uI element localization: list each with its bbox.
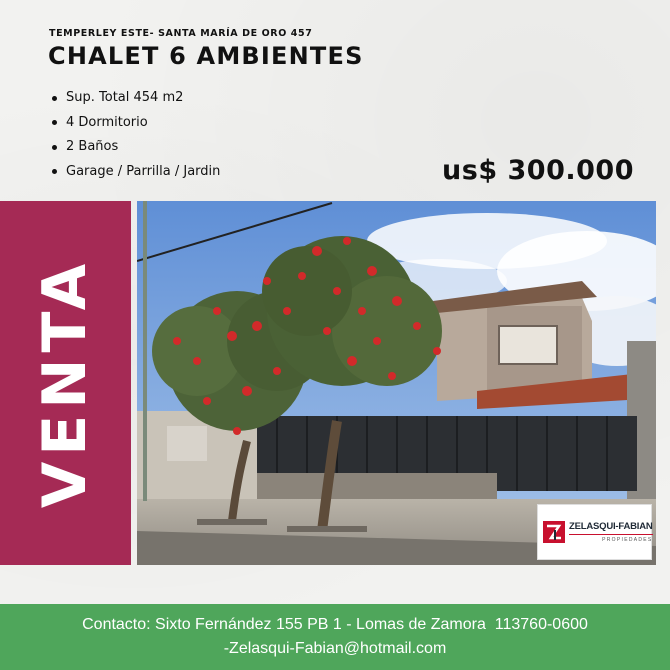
operation-label: VENTA bbox=[30, 257, 100, 509]
feature-item bbox=[52, 111, 220, 136]
feature-list bbox=[52, 86, 220, 184]
feature-item bbox=[52, 135, 220, 160]
logo-name: ZELASQUI-FABIAN bbox=[569, 520, 653, 532]
feature-text: 2 Baños bbox=[66, 139, 119, 155]
logo-subtitle: PROPIEDADES bbox=[602, 537, 653, 544]
bullet-icon bbox=[52, 96, 57, 101]
logo-mark-icon bbox=[543, 521, 565, 543]
feature-text: Sup. Total 454 m2 bbox=[66, 90, 184, 106]
feature-item bbox=[52, 86, 220, 111]
agency-logo bbox=[537, 504, 652, 560]
contact-address: Contacto: Sixto Fernández 155 PB 1 - Lomas de Zamora 113760-0600 bbox=[82, 616, 588, 633]
price: us$ 300.000 bbox=[442, 155, 634, 186]
contact-footer bbox=[0, 604, 670, 670]
feature-text: 4 Dormitorio bbox=[66, 114, 148, 130]
feature-item bbox=[52, 160, 220, 185]
property-title: CHALET 6 AMBIENTES bbox=[48, 42, 364, 70]
feature-text: Garage / Parrilla / Jardin bbox=[66, 163, 221, 179]
bullet-icon bbox=[52, 169, 57, 174]
logo-divider bbox=[569, 534, 653, 536]
contact-email: -Zelasqui-Fabian@hotmail.com bbox=[223, 640, 447, 657]
bullet-icon bbox=[52, 145, 57, 150]
property-location: TEMPERLEY ESTE- SANTA MARÍA DE ORO 457 bbox=[49, 28, 313, 39]
bullet-icon bbox=[52, 120, 57, 125]
